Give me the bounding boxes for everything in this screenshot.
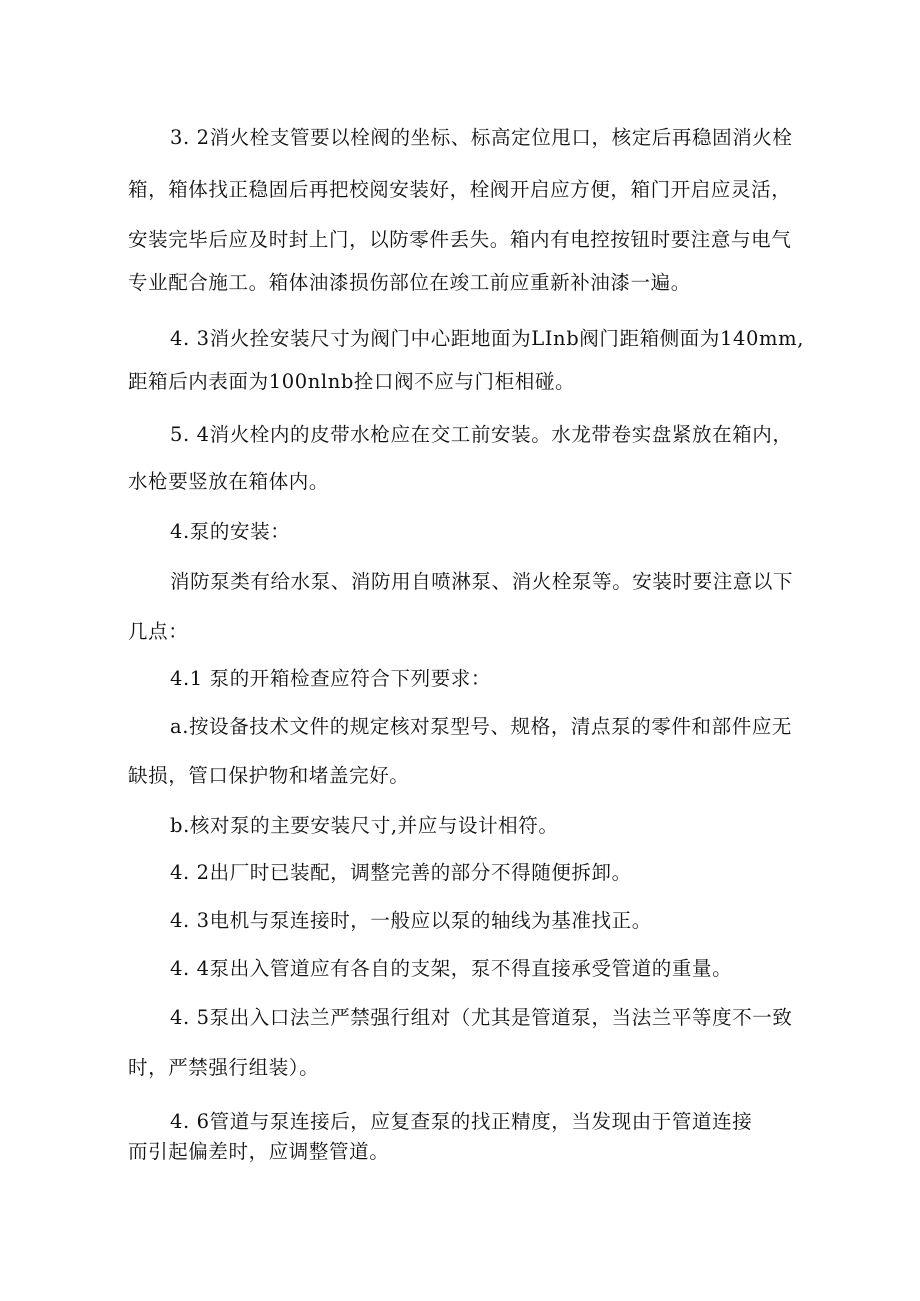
text-line: 3. 2消火栓支管要以栓阀的坐标、标高定位甩口，核定后再稳固消火栓 xyxy=(170,126,793,149)
text-line: 4. 6管道与泵连接后，应复查泵的找正精度，当发现由于管道连接 xyxy=(170,1110,753,1133)
text-line: 4.1 泵的开箱检查应符合下列要求： xyxy=(170,667,492,690)
text-line: 几点： xyxy=(128,620,189,643)
text-line: 时，严禁强行组装）。 xyxy=(128,1056,320,1079)
text-line: 而引起偏差时，应调整管道。 xyxy=(128,1140,390,1163)
text-line: 5. 4消火栓内的皮带水枪应在交工前安装。水龙带卷实盘紧放在箱内， xyxy=(170,423,793,446)
text-line: 消防泵类有给水泵、消防用自喷淋泵、消火栓泵等。安装时要注意以下 xyxy=(170,570,794,593)
text-line: 4. 3电机与泵连接时，一般应以泵的轴线为基准找正。 xyxy=(170,909,652,932)
text-line: 专业配合施工。箱体油漆损伤部位在竣工前应重新补油漆一遍。 xyxy=(128,271,691,294)
text-line: 水枪要竖放在箱体内。 xyxy=(128,470,330,493)
section-heading: 4.泵的安装： xyxy=(170,520,291,543)
text-line: a.按设备技术文件的规定核对泵型号、规格，清点泵的零件和部件应无 xyxy=(170,715,793,738)
text-line: b.核对泵的主要安装尺寸,并应与设计相符。 xyxy=(170,814,559,837)
text-line: 箱，箱体找正稳固后再把校阅安装好，栓阀开启应方便，箱门开启应灵活， xyxy=(128,178,792,201)
text-line: 安装完毕后应及时封上门，以防零件丢失。箱内有电控按钮时要注意与电气 xyxy=(128,228,792,251)
text-line: 4. 4泵出入管道应有各自的支架，泵不得直接承受管道的重量。 xyxy=(170,957,733,980)
text-line: 4. 2出厂时已装配，调整完善的部分不得随便拆卸。 xyxy=(170,861,632,884)
text-line: 缺损，管口保护物和堵盖完好。 xyxy=(128,764,410,787)
text-line: 距箱后内表面为100nlnb拴口阀不应与门柜相碰。 xyxy=(128,370,576,393)
text-line: 4. 5泵出入口法兰严禁强行组对（尤其是管道泵，当法兰平等度不一致 xyxy=(170,1006,793,1029)
text-line: 4. 3消火拴安装尺寸为阀门中心距地面为LInb阀门距箱侧面为140mm, xyxy=(170,327,805,350)
